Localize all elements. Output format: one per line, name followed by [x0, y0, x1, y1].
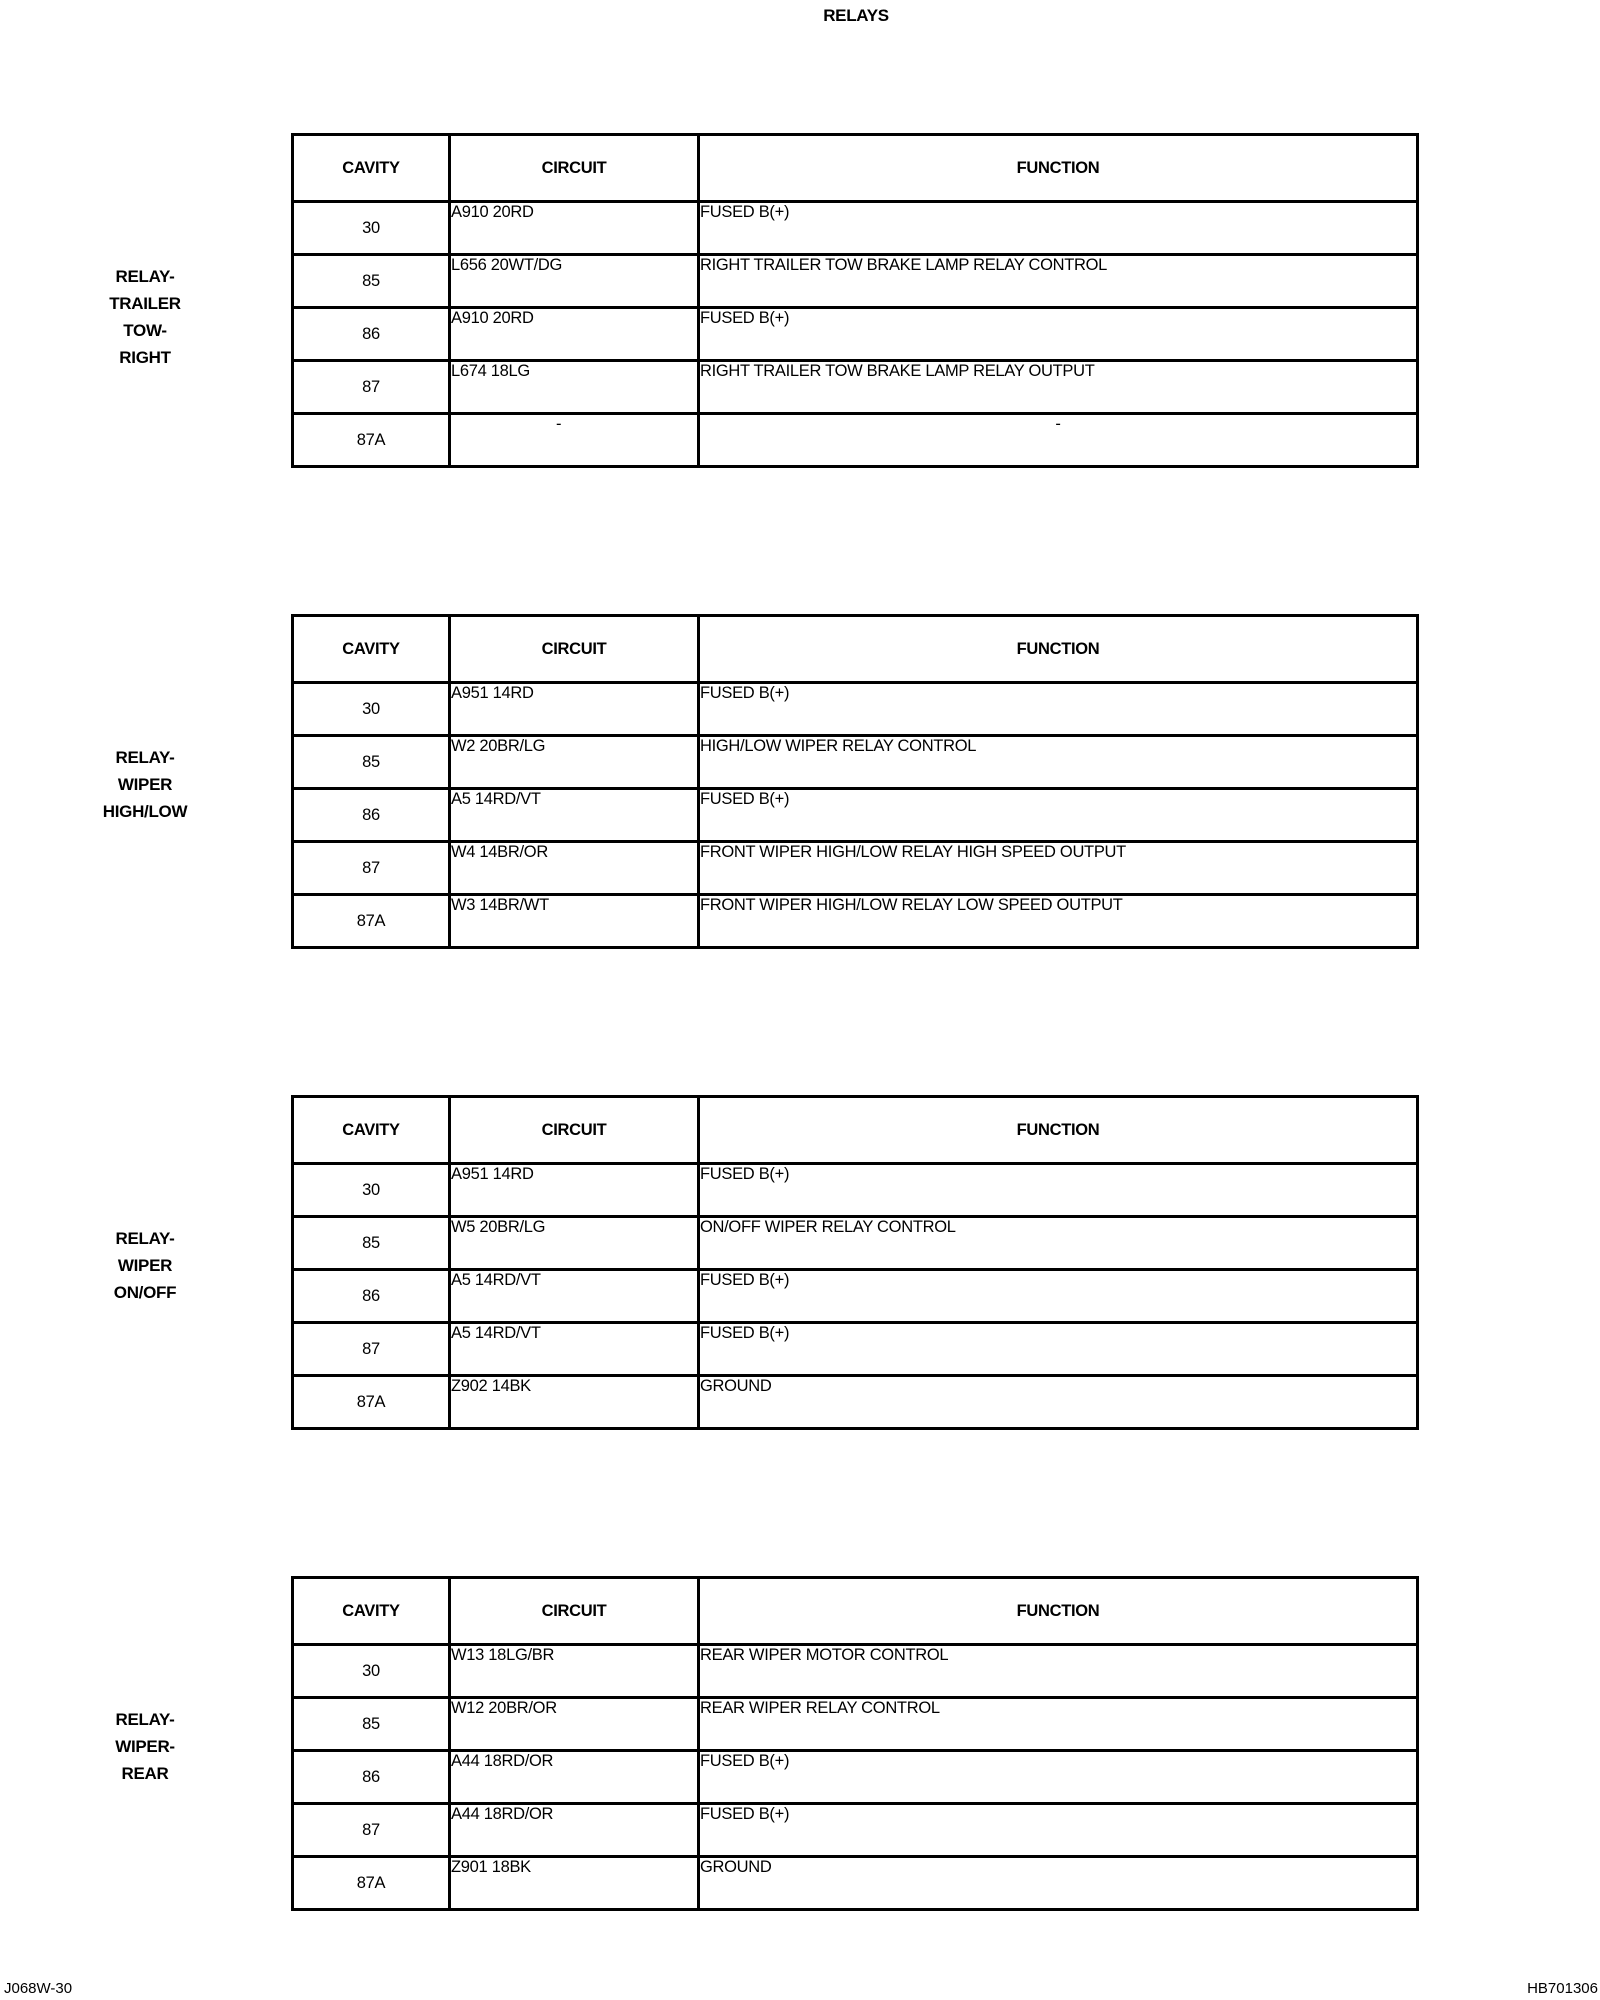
column-header-cavity: CAVITY	[293, 1578, 450, 1645]
function-cell: FUSED B(+)	[699, 1804, 1418, 1857]
function-cell: FUSED B(+)	[699, 1164, 1418, 1217]
table-row	[293, 1698, 1418, 1751]
relay-label-line: HIGH/LOW	[102, 802, 188, 821]
pin-table	[291, 614, 1419, 949]
cavity-cell: 87	[293, 1323, 450, 1376]
circuit-cell: A951 14RD	[450, 683, 699, 736]
cavity-cell: 30	[293, 1164, 450, 1217]
function-cell: FUSED B(+)	[699, 789, 1418, 842]
function-cell: FUSED B(+)	[699, 683, 1418, 736]
function-cell: RIGHT TRAILER TOW BRAKE LAMP RELAY OUTPUT	[699, 361, 1418, 414]
circuit-cell: Z902 14BK	[450, 1376, 699, 1429]
cavity-cell: 85	[293, 1217, 450, 1270]
cavity-cell: 87	[293, 842, 450, 895]
cavity-cell: 87A	[293, 895, 450, 948]
table-row	[293, 1270, 1418, 1323]
relay-block-wiper-rear	[0, 1576, 1600, 1921]
table-header-row	[293, 1578, 1418, 1645]
function-cell: FUSED B(+)	[699, 308, 1418, 361]
table-row	[293, 1857, 1418, 1910]
circuit-cell: A44 18RD/OR	[450, 1804, 699, 1857]
cavity-cell: 85	[293, 736, 450, 789]
cavity-cell: 86	[293, 1270, 450, 1323]
relay-label	[70, 1706, 220, 1787]
column-header-cavity: CAVITY	[293, 135, 450, 202]
relay-label-line: WIPER	[117, 775, 173, 794]
circuit-cell: A5 14RD/VT	[450, 1323, 699, 1376]
function-cell: FUSED B(+)	[699, 1751, 1418, 1804]
table-row	[293, 1751, 1418, 1804]
relay-label-line: REAR	[121, 1764, 169, 1783]
table-header-row	[293, 135, 1418, 202]
cavity-cell: 30	[293, 202, 450, 255]
function-cell: FUSED B(+)	[699, 1270, 1418, 1323]
table-row	[293, 736, 1418, 789]
table-row	[293, 361, 1418, 414]
function-cell: FUSED B(+)	[699, 202, 1418, 255]
pin-table	[291, 1095, 1419, 1430]
cavity-cell: 87A	[293, 1376, 450, 1429]
circuit-cell: A910 20RD	[450, 308, 699, 361]
table-row	[293, 255, 1418, 308]
column-header-cavity: CAVITY	[293, 1097, 450, 1164]
table-row	[293, 842, 1418, 895]
circuit-cell: A5 14RD/VT	[450, 789, 699, 842]
function-cell: RIGHT TRAILER TOW BRAKE LAMP RELAY CONTROL	[699, 255, 1418, 308]
figure-id-right: HB701306	[1527, 1980, 1598, 1997]
relay-block-wiper-on-off	[0, 1095, 1600, 1440]
page-title: RELAYS	[823, 6, 889, 25]
circuit-cell: W4 14BR/OR	[450, 842, 699, 895]
table-header-row	[293, 616, 1418, 683]
relay-label-line: RELAY-	[115, 1229, 175, 1248]
relay-block-trailer-tow-right	[0, 133, 1600, 478]
function-cell: FUSED B(+)	[699, 1323, 1418, 1376]
table-row	[293, 1804, 1418, 1857]
relay-label-line: RELAY-	[115, 267, 175, 286]
relay-label-line: RIGHT	[119, 348, 171, 367]
table-row	[293, 414, 1418, 467]
cavity-cell: 85	[293, 1698, 450, 1751]
relay-label-line: RELAY-	[115, 748, 175, 767]
circuit-cell: -	[450, 414, 699, 467]
cavity-cell: 86	[293, 1751, 450, 1804]
circuit-cell: L674 18LG	[450, 361, 699, 414]
relay-block-wiper-high-low	[0, 614, 1600, 959]
column-header-circuit: CIRCUIT	[450, 1578, 699, 1645]
cavity-cell: 87A	[293, 414, 450, 467]
relay-label-line: TRAILER	[109, 294, 181, 313]
cavity-cell: 87	[293, 1804, 450, 1857]
column-header-circuit: CIRCUIT	[450, 135, 699, 202]
pin-table	[291, 133, 1419, 468]
column-header-cavity: CAVITY	[293, 616, 450, 683]
relay-label-line: WIPER-	[115, 1737, 175, 1756]
circuit-cell: A44 18RD/OR	[450, 1751, 699, 1804]
circuit-cell: W2 20BR/LG	[450, 736, 699, 789]
table-row	[293, 895, 1418, 948]
figure-id-left: J068W-30	[4, 1980, 73, 1997]
cavity-cell: 85	[293, 255, 450, 308]
circuit-cell: A910 20RD	[450, 202, 699, 255]
cavity-cell: 86	[293, 789, 450, 842]
cavity-cell: 87A	[293, 1857, 450, 1910]
relay-label-line: ON/OFF	[113, 1283, 177, 1302]
circuit-cell: A5 14RD/VT	[450, 1270, 699, 1323]
circuit-cell: L656 20WT/DG	[450, 255, 699, 308]
function-cell: ON/OFF WIPER RELAY CONTROL	[699, 1217, 1418, 1270]
function-cell: -	[699, 414, 1418, 467]
circuit-cell: W3 14BR/WT	[450, 895, 699, 948]
table-row	[293, 202, 1418, 255]
function-cell: GROUND	[699, 1376, 1418, 1429]
circuit-cell: Z901 18BK	[450, 1857, 699, 1910]
cavity-cell: 86	[293, 308, 450, 361]
cavity-cell: 87	[293, 361, 450, 414]
circuit-cell: A951 14RD	[450, 1164, 699, 1217]
relay-label-line: RELAY-	[115, 1710, 175, 1729]
circuit-cell: W12 20BR/OR	[450, 1698, 699, 1751]
table-row	[293, 1645, 1418, 1698]
table-row	[293, 1376, 1418, 1429]
function-cell: FRONT WIPER HIGH/LOW RELAY LOW SPEED OUTPUT	[699, 895, 1418, 948]
relay-label	[70, 744, 220, 825]
column-header-function: FUNCTION	[699, 135, 1418, 202]
table-header-row	[293, 1097, 1418, 1164]
relay-label-line: WIPER	[117, 1256, 173, 1275]
table-row	[293, 308, 1418, 361]
table-row	[293, 1323, 1418, 1376]
function-cell: FRONT WIPER HIGH/LOW RELAY HIGH SPEED OUTPUT	[699, 842, 1418, 895]
column-header-function: FUNCTION	[699, 1578, 1418, 1645]
table-row	[293, 789, 1418, 842]
pin-table	[291, 1576, 1419, 1911]
function-cell: GROUND	[699, 1857, 1418, 1910]
column-header-circuit: CIRCUIT	[450, 1097, 699, 1164]
column-header-circuit: CIRCUIT	[450, 616, 699, 683]
circuit-cell: W5 20BR/LG	[450, 1217, 699, 1270]
table-row	[293, 1164, 1418, 1217]
function-cell: REAR WIPER RELAY CONTROL	[699, 1698, 1418, 1751]
relay-label-line: TOW-	[123, 321, 167, 340]
relay-label	[70, 1225, 220, 1306]
cavity-cell: 30	[293, 683, 450, 736]
column-header-function: FUNCTION	[699, 616, 1418, 683]
function-cell: REAR WIPER MOTOR CONTROL	[699, 1645, 1418, 1698]
function-cell: HIGH/LOW WIPER RELAY CONTROL	[699, 736, 1418, 789]
relay-label	[70, 263, 220, 371]
table-row	[293, 1217, 1418, 1270]
column-header-function: FUNCTION	[699, 1097, 1418, 1164]
circuit-cell: W13 18LG/BR	[450, 1645, 699, 1698]
cavity-cell: 30	[293, 1645, 450, 1698]
table-row	[293, 683, 1418, 736]
